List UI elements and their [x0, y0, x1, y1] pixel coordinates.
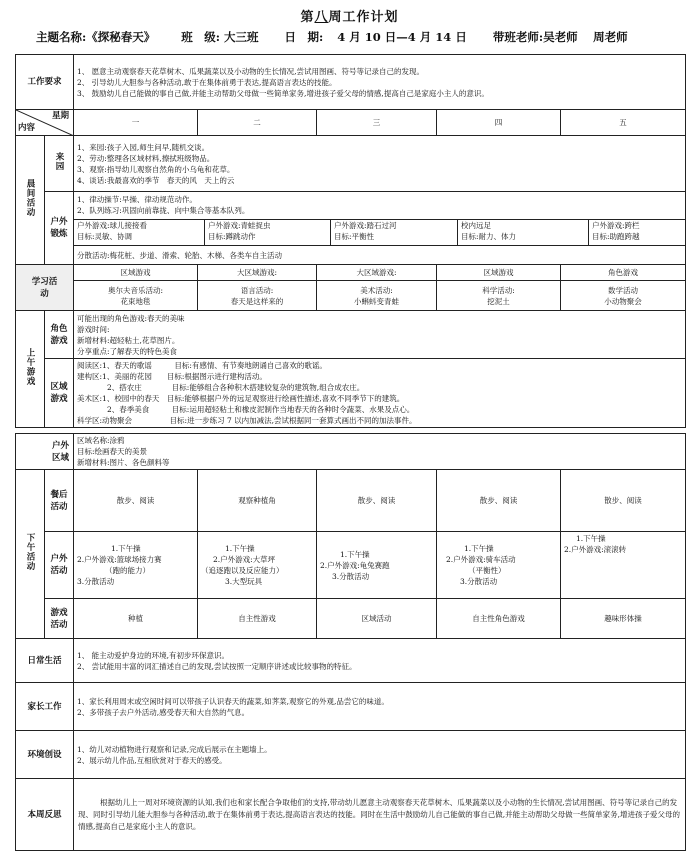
goal-item: 3、 鼓励幼儿自己能做的事自己做,并能主动帮助父母做一些简单家务,增进孩子爱父母的情感,提高自己是家庭小主人的意识。	[77, 88, 489, 98]
environment-label: 环境创设	[16, 731, 74, 779]
role-item: 游戏时间:	[77, 324, 110, 334]
role-content	[74, 311, 686, 359]
area-item: 科学区:动物聚会 目标:进一步练习 7 以内加减法,尝试根据同一套算式画出不同的加法事件。	[77, 416, 417, 425]
study-label-text: 学习活动	[31, 276, 58, 299]
area-item: 2、春季美食 目标:运用超轻粘土和橡皮泥制作当地春天的各种时令蔬菜、水果及点心。	[77, 405, 415, 414]
daily-life-content	[74, 639, 686, 683]
study-activity	[437, 281, 561, 311]
study-area-type: 大区域游戏:	[317, 265, 437, 281]
goals-content	[74, 55, 686, 110]
weekly-plan-table-top	[15, 54, 686, 428]
area-item: 阅读区:1、春天的歌谣 目标:有感情、有节奏地朗诵自己喜欢的歌谣。	[77, 361, 327, 370]
plan-meta	[36, 29, 686, 45]
dispersed-activity: 分散活动:梅花桩、步道、滑索、轮胎、木梯、各类车自主活动	[74, 246, 686, 265]
afternoon-label	[16, 470, 45, 639]
exercise-game-cell	[458, 220, 589, 245]
outdoor-line: 2.户外游戏:龟兔赛跑	[320, 560, 390, 570]
study-activity-line: 春天是这样来的	[230, 296, 284, 306]
exercise-goal: 目标:灵敏、协调	[77, 231, 133, 241]
afternoon-outdoor-cell	[198, 532, 317, 599]
morning-label	[16, 136, 45, 265]
outdoor-area-label-text: 户外区域	[51, 440, 69, 463]
outdoor-line: 1.下午操	[576, 534, 606, 543]
outdoor-line: 2.户外游戏:滚滚转	[564, 545, 627, 554]
outdoor-line: 3.分散活动	[460, 577, 498, 586]
outdoor-line: （追逐跑以及反应能力）	[201, 566, 284, 575]
study-activity-line: 语言活动:	[240, 285, 274, 295]
day-header: 五	[561, 110, 686, 136]
outdoor-line: （平衡性）	[468, 566, 506, 575]
exercise-drills	[74, 192, 686, 246]
outdoor-line: 2.户外游戏:骑车活动	[446, 555, 516, 564]
area-item: 建构区:1、美丽的花园 目标:根据图示进行建构活动。	[77, 372, 267, 381]
day-header: 三	[317, 110, 437, 136]
exercise-game: 户外游戏:球儿接接看	[77, 220, 148, 230]
environment-item: 1、幼儿对动植物进行观察和记录,完成后展示在主题墙上。	[77, 744, 272, 754]
afternoon-outdoor-cell	[561, 532, 686, 599]
exercise-label	[45, 192, 74, 265]
daily-item: 1、 能主动爱护身边的环境,有初步环保意识。	[77, 650, 230, 660]
week-content-header	[16, 110, 74, 136]
exercise-item: 2、队列练习:巩固向前靠拢、向中集合等基本队列。	[77, 205, 250, 215]
arrival-item: 2、劳动:整理各区域材料,擦拭班级物品。	[77, 153, 215, 163]
role-item: 分享重点:了解春天的特色美食	[77, 346, 178, 356]
afternoon-game-cell: 种植	[74, 599, 198, 639]
family-work-content	[74, 683, 686, 731]
afternoon-outdoor-label	[45, 532, 74, 599]
afternoon-outdoor-label-text: 户外活动	[50, 554, 68, 576]
reflection-label: 本周反思	[16, 779, 74, 851]
outdoor-line: 3.分散活动	[332, 571, 370, 581]
afternoon-outdoor-cell	[74, 532, 198, 599]
outdoor-line: 3.大型玩具	[225, 577, 263, 586]
content-header-label: 内容	[18, 123, 36, 133]
exercise-goal: 目标:平衡性	[334, 231, 375, 241]
reflection-content	[74, 779, 686, 851]
study-activity	[561, 281, 686, 311]
area-label	[45, 359, 74, 428]
outdoor-area-item: 目标:绘画春天的美景	[77, 447, 148, 456]
class-label: 班 级:	[181, 30, 221, 44]
study-activity-line: 小蝌蚪变青蛙	[354, 296, 400, 306]
reflection-text: 根据幼儿上一周对环境资源的认知,我们也和家长配合争取他们的支持,带动幼儿愿意主动观察春天花草树木、瓜果蔬菜以及小动物的生长情况,尝试用图画、符号等记录自己的发现、同时引导幼儿能大胆参与各种活动,敢于在集体前勇于表达,提高语言表达的技能。同时在生活中鼓励幼儿自己能做的事自己做,并能主动帮助父母做一些简单家务,增进孩子爱父母的情感,提高自己是家庭小主人的意识。	[78, 797, 681, 831]
afternoon-game-cell: 自主性角色游戏	[437, 599, 561, 639]
teacher-label: 带班老师:	[492, 30, 544, 44]
goal-item: 1、 愿意主动观察春天花草树木、瓜果蔬菜以及小动物的生长情况,尝试用图画、符号等记录自己的发现。	[77, 66, 425, 76]
theme-label: 主题名称:	[36, 30, 87, 44]
arrival-label	[45, 136, 74, 192]
afternoon-games-label	[45, 599, 74, 639]
exercise-game: 户外游戏:踏石过河	[334, 220, 397, 230]
title-suffix: 周工作计划	[328, 10, 399, 25]
study-activity-line: 美术活动:	[360, 285, 393, 295]
forenoon-label-text: 上午游戏	[25, 348, 35, 386]
week-number: 八	[314, 10, 329, 25]
area-item: 美术区:1、校园中的春天 目标:能够根据户外的远足观察进行绘画性描述,喜欢不同季节下的建筑。	[77, 394, 405, 403]
study-activity	[317, 281, 437, 311]
arrival-item: 3、观察:指导幼儿观察自然角的小乌龟和花草。	[77, 164, 235, 174]
outdoor-line: 3.分散活动	[77, 577, 115, 586]
afternoon-outdoor-cell	[317, 532, 437, 599]
family-item: 1、家长利用周末或空闲时间可以带孩子认识春天的蔬菜,如荠菜,观察它的外观,品尝它的味道。	[77, 696, 389, 706]
week-header-label: 星期	[52, 111, 70, 121]
exercise-label-text: 户外锻炼	[50, 217, 68, 239]
afternoon-games-label-text: 游戏活动	[50, 607, 68, 630]
study-area-type: 大区域游戏:	[198, 265, 317, 281]
family-work-label: 家长工作	[16, 683, 74, 731]
study-activity	[74, 281, 198, 311]
outdoor-line: 2.户外游戏:大草坪	[213, 555, 276, 564]
after-meal-cell: 散步、阅读	[74, 470, 198, 532]
role-item: 可能出现的角色游戏:春天的美味	[77, 313, 185, 323]
arrival-label-text: 来园	[54, 152, 64, 171]
environment-content	[74, 731, 686, 779]
goal-item: 2、 引导幼儿大胆参与各种活动,敢于在集体前勇于表达,提高语言表达的技能。	[77, 77, 337, 87]
page-title	[0, 6, 699, 25]
study-area-type: 角色游戏	[561, 265, 686, 281]
forenoon-label	[16, 311, 45, 428]
study-activity-line: 奥尔夫音乐活动:	[108, 285, 164, 295]
exercise-game-cell	[589, 220, 685, 245]
role-item: 新增材料:超轻粘土,花草图片。	[77, 335, 180, 345]
study-activity	[198, 281, 317, 311]
exercise-game-cell	[331, 220, 458, 245]
afternoon-label-text: 下午活动	[25, 533, 35, 571]
family-item: 2、多带孩子去户外活动,感受春天和大自然的气息。	[77, 707, 250, 717]
study-activity-line: 数学活动	[608, 285, 639, 295]
title-prefix: 第	[300, 10, 315, 25]
afternoon-game-cell: 趣味形体操	[561, 599, 686, 639]
area-label-text: 区域游戏	[50, 382, 68, 404]
outdoor-line: 1.下午操	[464, 544, 494, 553]
area-item: 2、搭农庄 目标:能够组合各种积木搭建较复杂的建筑物,组合成农庄。	[77, 383, 365, 392]
theme-value: 《探秘春天》	[86, 30, 156, 44]
exercise-goal: 目标:耐力、体力	[461, 231, 517, 241]
study-activity-line: 科学活动:	[482, 285, 515, 295]
exercise-goal: 目标:蹲跳动作	[208, 231, 256, 241]
morning-label-text: 晨间活动	[25, 179, 35, 217]
after-meal-cell: 散步、阅读	[561, 470, 686, 532]
environment-item: 2、展示幼儿作品,互相欣赏对于春天的感受。	[77, 755, 227, 765]
day-header: 二	[198, 110, 317, 136]
outdoor-area-item: 区域名称:涂鸦	[77, 436, 125, 445]
role-label-text: 角色游戏	[50, 323, 68, 346]
day-header: 四	[437, 110, 561, 136]
date-label: 日 期:	[284, 30, 324, 44]
study-area-type: 区域游戏	[437, 265, 561, 281]
outdoor-area-content	[74, 434, 686, 470]
date-value: 4 月 10 日—4 月 14 日	[337, 30, 467, 44]
outdoor-line: 1.下午操	[225, 544, 255, 553]
daily-item: 2、 尝试能用丰富的词汇描述自己的发现,尝试按照一定顺序讲述或比较事物的特征。	[77, 661, 357, 671]
day-header: 一	[74, 110, 198, 136]
after-meal-cell: 散步、阅读	[317, 470, 437, 532]
teacher-value: 吴老师 周老师	[543, 30, 628, 44]
area-content	[74, 359, 686, 428]
exercise-goal: 目标:助跑跨越	[592, 231, 640, 241]
arrival-item: 4、谈话:我最喜欢的季节 春天的风 天上的云	[77, 175, 235, 185]
study-area-type: 区域游戏	[74, 265, 198, 281]
exercise-game: 户外游戏:跨栏	[592, 220, 640, 230]
role-label	[45, 311, 74, 359]
class-value: 大三班	[224, 30, 259, 44]
afternoon-outdoor-cell	[437, 532, 561, 599]
afternoon-game-cell: 区域活动	[317, 599, 437, 639]
weekly-plan-table-bottom	[15, 433, 686, 851]
outdoor-line: 1.下午操	[340, 549, 370, 559]
daily-life-label: 日常生活	[16, 639, 74, 683]
after-meal-label-text: 餐后活动	[50, 489, 68, 512]
exercise-game: 校内远足	[461, 220, 492, 230]
exercise-game-cell	[74, 220, 205, 245]
exercise-item: 1、律动操节:早操、律动规范动作。	[77, 194, 197, 204]
outdoor-line: 2.户外游戏:篮球场接力赛	[77, 555, 162, 564]
arrival-content	[74, 136, 686, 192]
afternoon-game-cell: 自主性游戏	[198, 599, 317, 639]
study-activity-line: 小动物聚会	[604, 296, 642, 306]
exercise-game-cell	[205, 220, 331, 245]
after-meal-cell: 观察种植角	[198, 470, 317, 532]
study-activity-line: 花束地毯	[120, 296, 151, 306]
after-meal-cell: 散步、阅读	[437, 470, 561, 532]
study-label	[16, 265, 74, 311]
goals-label: 工作要求	[16, 55, 74, 110]
study-activity-line: 挖泥土	[487, 296, 510, 306]
after-meal-label	[45, 470, 74, 532]
outdoor-area-item: 新增材料:图片、各色颜料等	[77, 458, 170, 467]
exercise-game: 户外游戏:青蛙捉虫	[208, 220, 271, 230]
outdoor-area-label	[16, 434, 74, 470]
outdoor-line: 1.下午操	[111, 544, 141, 553]
outdoor-line: （跑的能力）	[105, 566, 150, 575]
arrival-item: 1、来园:孩子入园,师生问早,随机交谈。	[77, 142, 210, 152]
